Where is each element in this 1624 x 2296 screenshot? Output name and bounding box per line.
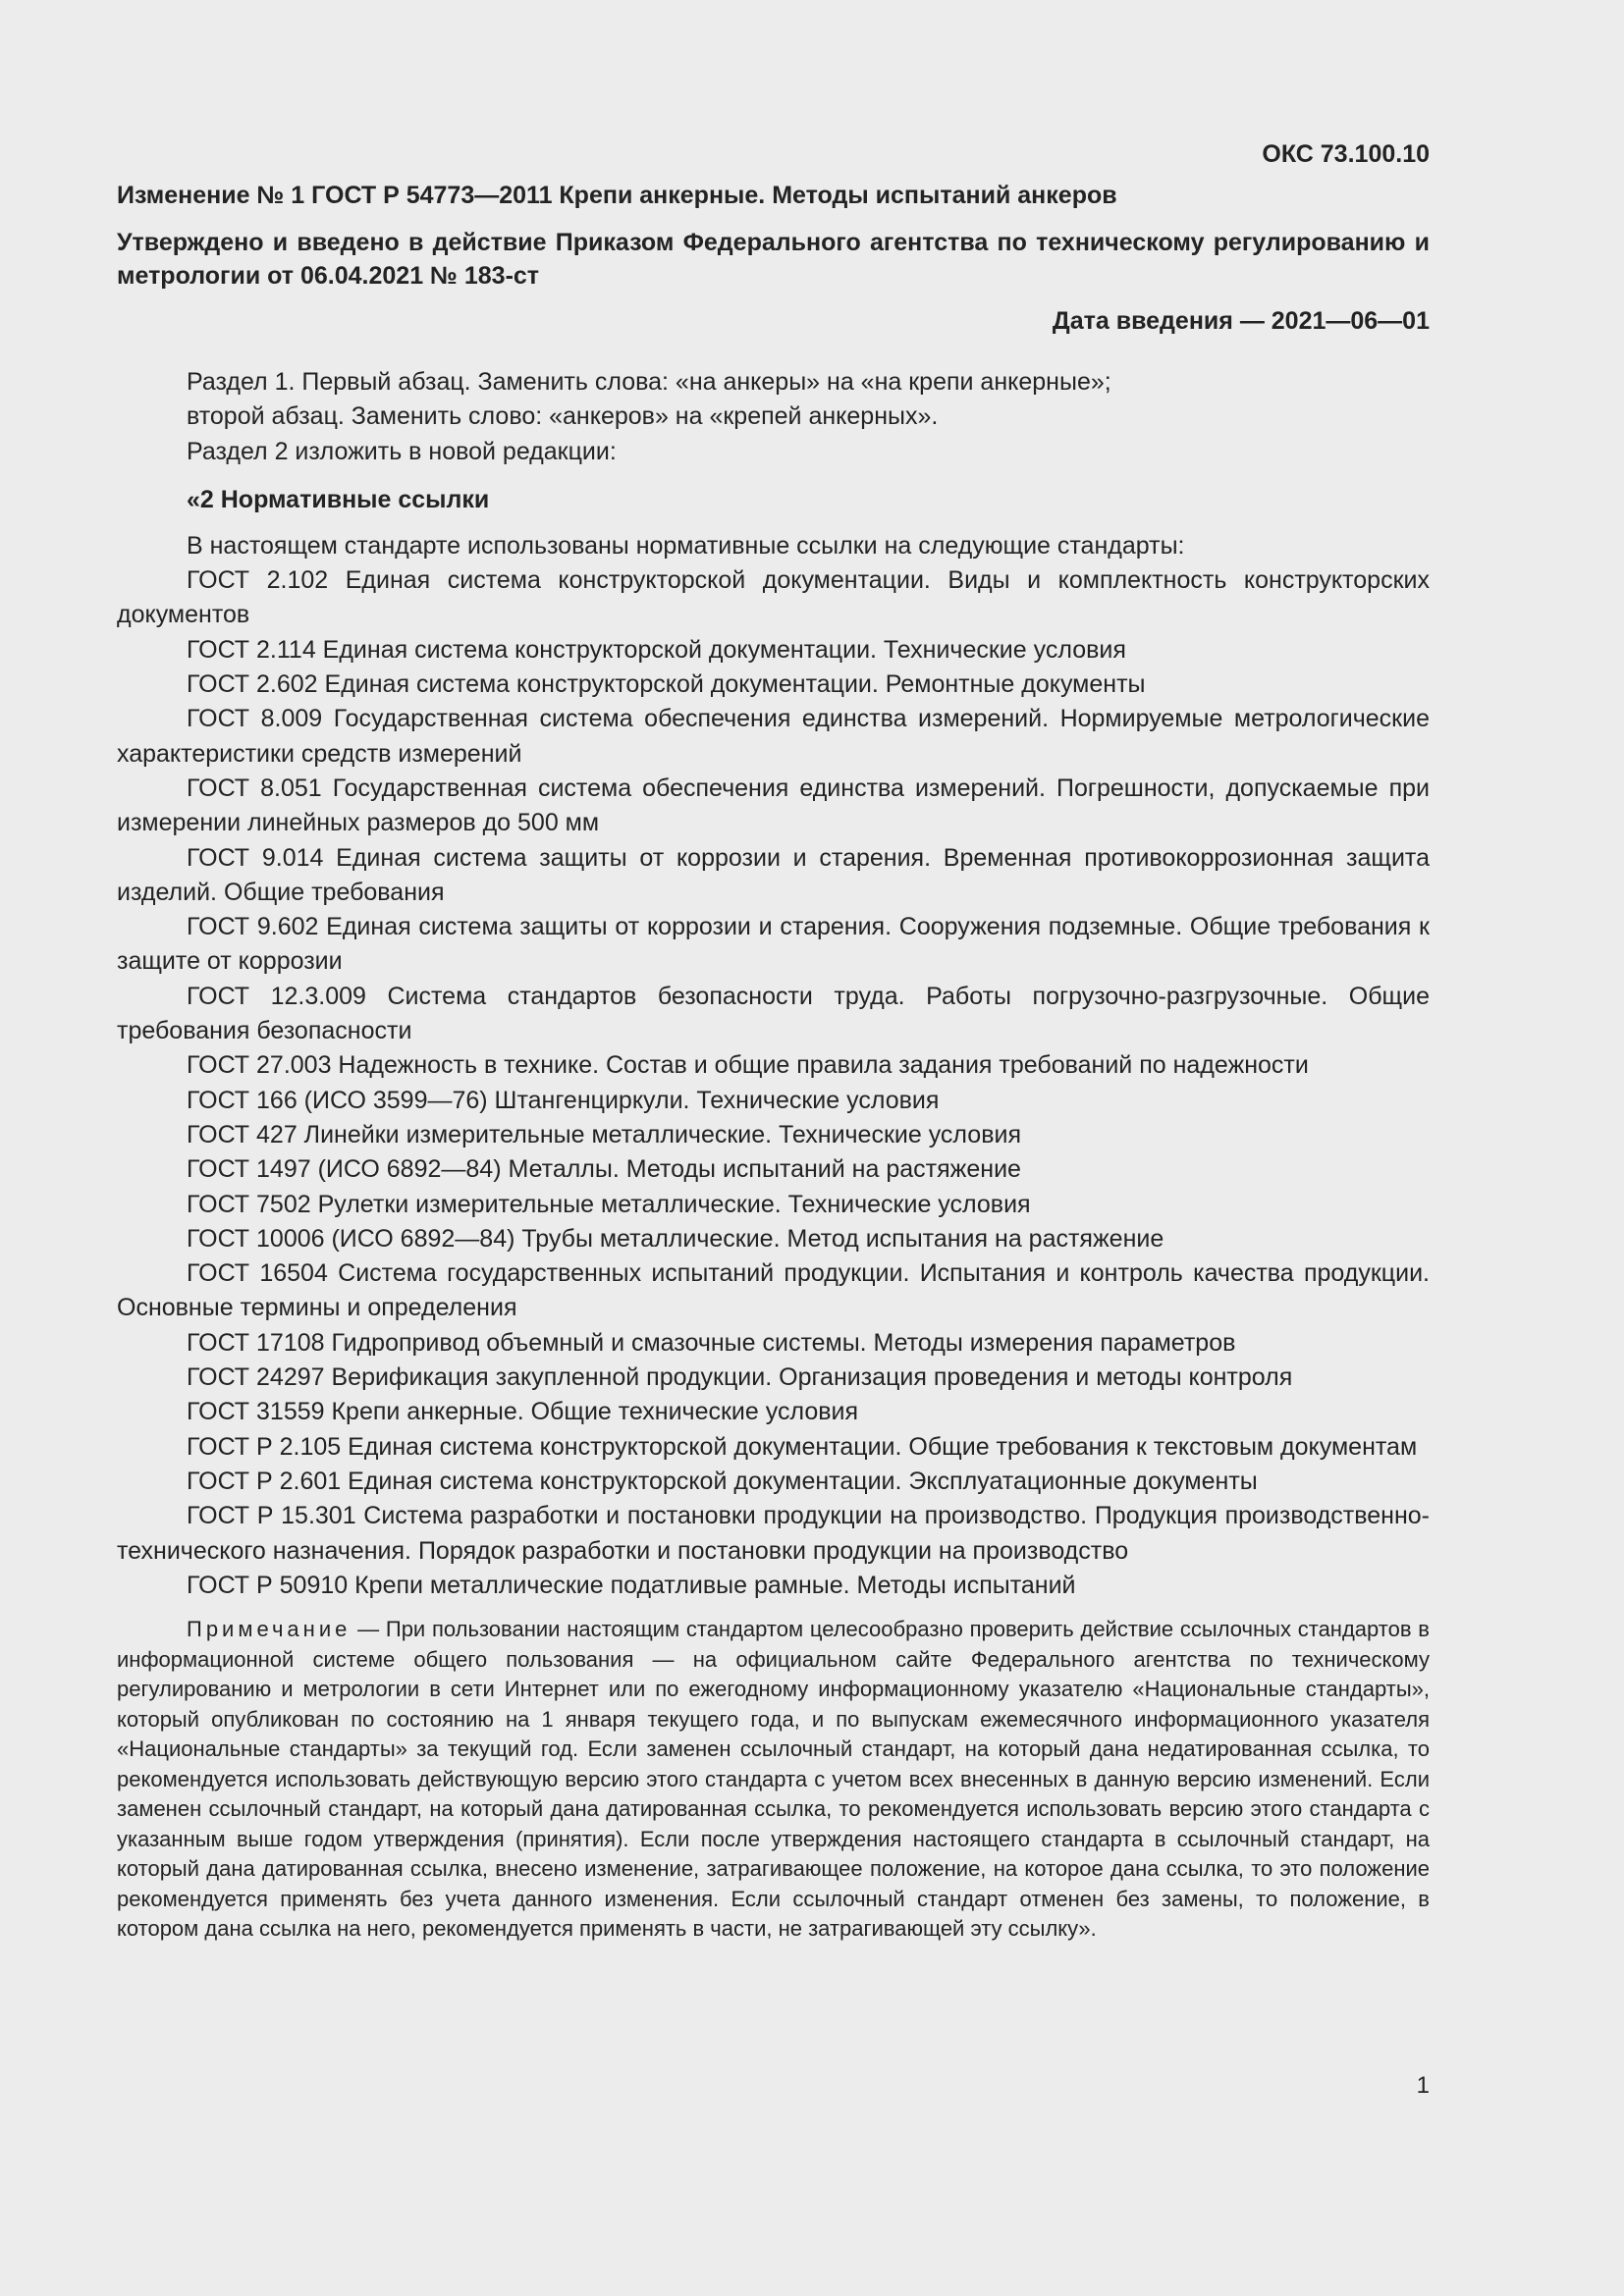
reference-item: ГОСТ 1497 (ИСО 6892—84) Металлы. Методы испытаний на растяжение bbox=[187, 1155, 1021, 1184]
approval-statement: Утверждено и введено в действие Приказом Федерального агентства по техническому регулированию и метрологии от 06.04.2021 № 183-ст bbox=[117, 229, 1430, 290]
change-item: Раздел 2 изложить в новой редакции: bbox=[187, 437, 617, 465]
reference-item: ГОСТ 9.014 Единая система защиты от коррозии и старения. Временная противокоррозионная защита изделий. Общие требования bbox=[117, 843, 1430, 906]
change-item: Раздел 1. Первый абзац. Заменить слова: «на анкеры» на «на крепи анкерные»; bbox=[187, 368, 1111, 396]
reference-item: ГОСТ Р 2.601 Единая система конструкторской документации. Эксплуатационные документы bbox=[187, 1467, 1258, 1495]
reference-item: ГОСТ 2.602 Единая система конструкторской документации. Ремонтные документы bbox=[187, 670, 1146, 699]
introduction-date: Дата введения — 2021—06—01 bbox=[1052, 307, 1430, 335]
section-intro: В настоящем стандарте использованы нормативные ссылки на следующие стандарты: bbox=[187, 531, 1185, 560]
reference-item: ГОСТ 2.114 Единая система конструкторской документации. Технические условия bbox=[187, 635, 1126, 664]
reference-list bbox=[117, 563, 1430, 1603]
page-number: 1 bbox=[1416, 2072, 1430, 2099]
reference-item: ГОСТ 16504 Система государственных испытаний продукции. Испытания и контроль качества продукции. Основные термины и определения bbox=[117, 1259, 1430, 1322]
note-paragraph bbox=[117, 1615, 1430, 1945]
change-instructions bbox=[117, 365, 1430, 469]
note-text: — При пользовании настоящим стандартом целесообразно проверить действие ссылочных стандартов в информационной системе общего пользования — на официальном сайте Федерального агентства по техническому регулированию и метрологии в сети Интернет или по ежегодному информационному указателю «Национальные стандарты», который опубликован по состоянию на 1 января текущего года, и по выпускам ежемесячного информационного указателя «Национальные стандарты» за текущий год. Если заменен ссылочный стандарт, на который дана недатированная ссылка, то рекомендуется использовать действующую версию этого стандарта с учетом всех внесенных в данную версию изменений. Если заменен ссылочный стандарт, на который дана датированная ссылка, то рекомендуется использовать версию этого стандарта с указанным выше годом утверждения (принятия). Если после утверждения настоящего стандарта в ссылочный стандарт, на который дана датированная ссылка, внесено изменение, затрагивающее положение, на которое дана ссылка, то это положение рекомендуется применять без учета данного изменения. Если ссылочный стандарт отменен без замены, то положение, в котором дана ссылка на него, рекомендуется применять в части, не затрагивающей эту ссылку». bbox=[117, 1617, 1430, 1942]
note-label: Примечание bbox=[187, 1617, 352, 1642]
document-page bbox=[117, 137, 1430, 1945]
reference-item: ГОСТ 27.003 Надежность в технике. Состав и общие правила задания требований по надежности bbox=[187, 1051, 1309, 1080]
section-title: «2 Нормативные ссылки bbox=[187, 485, 490, 513]
amendment-title: Изменение № 1 ГОСТ Р 54773—2011 Крепи анкерные. Методы испытаний анкеров bbox=[117, 182, 1117, 209]
reference-item: ГОСТ 17108 Гидропривод объемный и смазочные системы. Методы измерения параметров bbox=[187, 1328, 1236, 1357]
reference-item: ГОСТ 166 (ИСО 3599—76) Штангенциркули. Технические условия bbox=[187, 1086, 940, 1114]
reference-item: ГОСТ 12.3.009 Система стандартов безопасности труда. Работы погрузочно-разгрузочные. Общие требования безопасности bbox=[117, 982, 1430, 1045]
classification-code: ОКС 73.100.10 bbox=[1262, 140, 1430, 168]
reference-item: ГОСТ 24297 Верификация закупленной продукции. Организация проведения и методы контроля bbox=[187, 1363, 1293, 1392]
reference-item: ГОСТ Р 2.105 Единая система конструкторской документации. Общие требования к текстовым документам bbox=[187, 1432, 1418, 1461]
reference-item: ГОСТ 10006 (ИСО 6892—84) Трубы металлические. Метод испытания на растяжение bbox=[187, 1224, 1164, 1253]
reference-item: ГОСТ 2.102 Единая система конструкторской документации. Виды и комплектность конструкторских документов bbox=[117, 566, 1430, 629]
reference-item: ГОСТ 9.602 Единая система защиты от коррозии и старения. Сооружения подземные. Общие требования к защите от коррозии bbox=[117, 913, 1430, 976]
reference-item: ГОСТ Р 15.301 Система разработки и постановки продукции на производство. Продукция производственно-технического назначения. Порядок разработки и постановки продукции на производство bbox=[117, 1502, 1430, 1565]
change-item: второй абзац. Заменить слово: «анкеров» на «крепей анкерных». bbox=[187, 402, 939, 431]
reference-item: ГОСТ 7502 Рулетки измерительные металлические. Технические условия bbox=[187, 1190, 1031, 1218]
reference-item: ГОСТ 8.009 Государственная система обеспечения единства измерений. Нормируемые метрологические характеристики средств измерений bbox=[117, 705, 1430, 768]
reference-item: ГОСТ 8.051 Государственная система обеспечения единства измерений. Погрешности, допускаемые при измерении линейных размеров до 500 мм bbox=[117, 774, 1430, 837]
reference-item: ГОСТ 427 Линейки измерительные металлические. Технические условия bbox=[187, 1120, 1021, 1148]
reference-item: ГОСТ Р 50910 Крепи металлические податливые рамные. Методы испытаний bbox=[187, 1571, 1076, 1599]
reference-item: ГОСТ 31559 Крепи анкерные. Общие технические условия bbox=[187, 1398, 859, 1426]
